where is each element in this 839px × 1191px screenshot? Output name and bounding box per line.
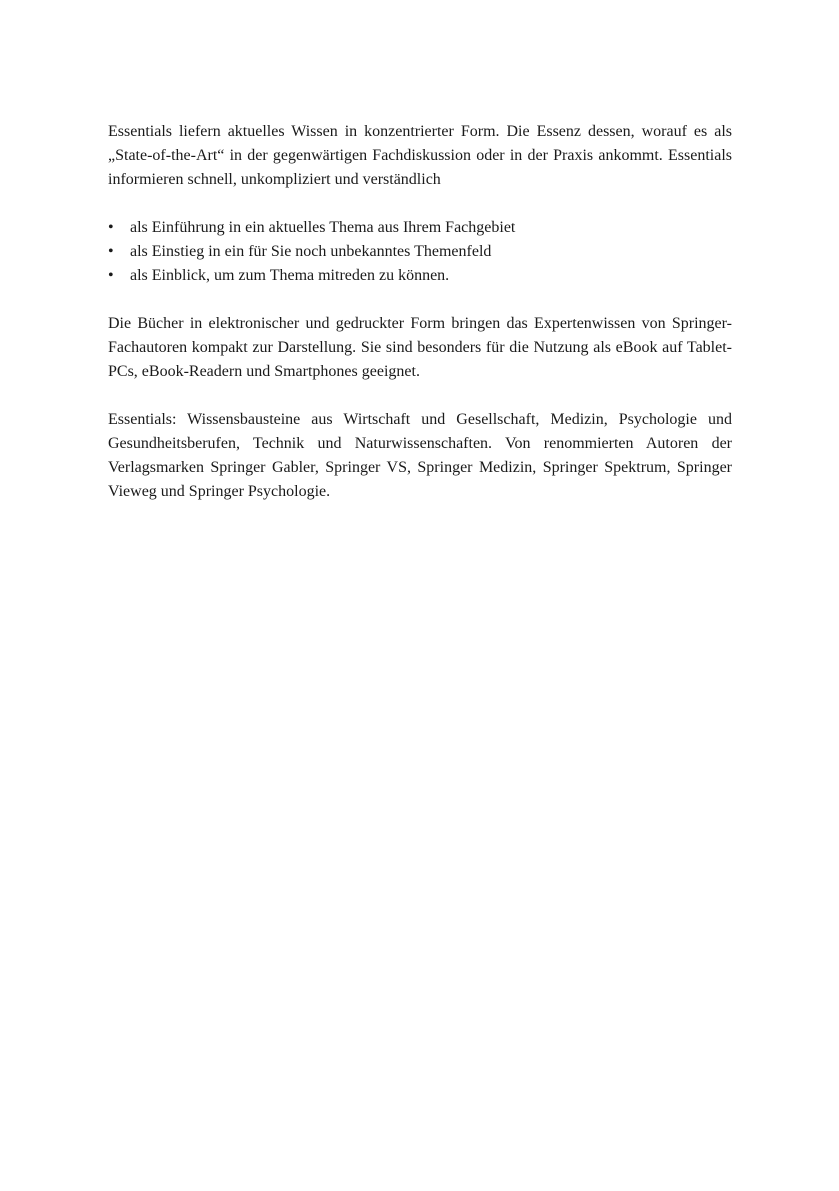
series-paragraph: Essentials: Wissensbausteine aus Wirtschaft und Gesellschaft, Medizin, Psychologie und Gesundheitsberufen, Technik und Naturwissenschaften. Von renommierten Autoren der Verlagsmarken Springer Gabler, Springer VS, Springer Medizin, Springer Spektrum, Springer Vieweg und Springer Psychologie. xyxy=(108,411,732,500)
intro-paragraph: Essentials liefern aktuelles Wissen in konzentrierter Form. Die Essenz dessen, worauf es als „State-of-the-Art“ in der gegenwärtigen Fachdiskussion oder in der Praxis ankommt. Essentials informieren schnell, unkompliziert und verständlich xyxy=(108,123,732,188)
bullet-mark: • xyxy=(108,267,114,284)
bullet-mark: • xyxy=(108,219,114,236)
bullet-text: als Einstieg in ein für Sie noch unbekanntes Themenfeld xyxy=(130,243,492,260)
page-content xyxy=(108,120,732,504)
bullet-item xyxy=(108,264,732,288)
bullet-list xyxy=(108,216,732,288)
bullet-item xyxy=(108,216,732,240)
bullet-mark: • xyxy=(108,243,114,260)
bullet-text: als Einführung in ein aktuelles Thema aus Ihrem Fachgebiet xyxy=(130,219,516,236)
bullet-text: als Einblick, um zum Thema mitreden zu können. xyxy=(130,267,450,284)
bullet-item xyxy=(108,240,732,264)
books-paragraph: Die Bücher in elektronischer und gedruckter Form bringen das Expertenwissen von Springer-Fachautoren kompakt zur Darstellung. Sie sind besonders für die Nutzung als eBook auf Tablet-PCs, eBook-Readern und Smartphones geeignet. xyxy=(108,315,732,380)
